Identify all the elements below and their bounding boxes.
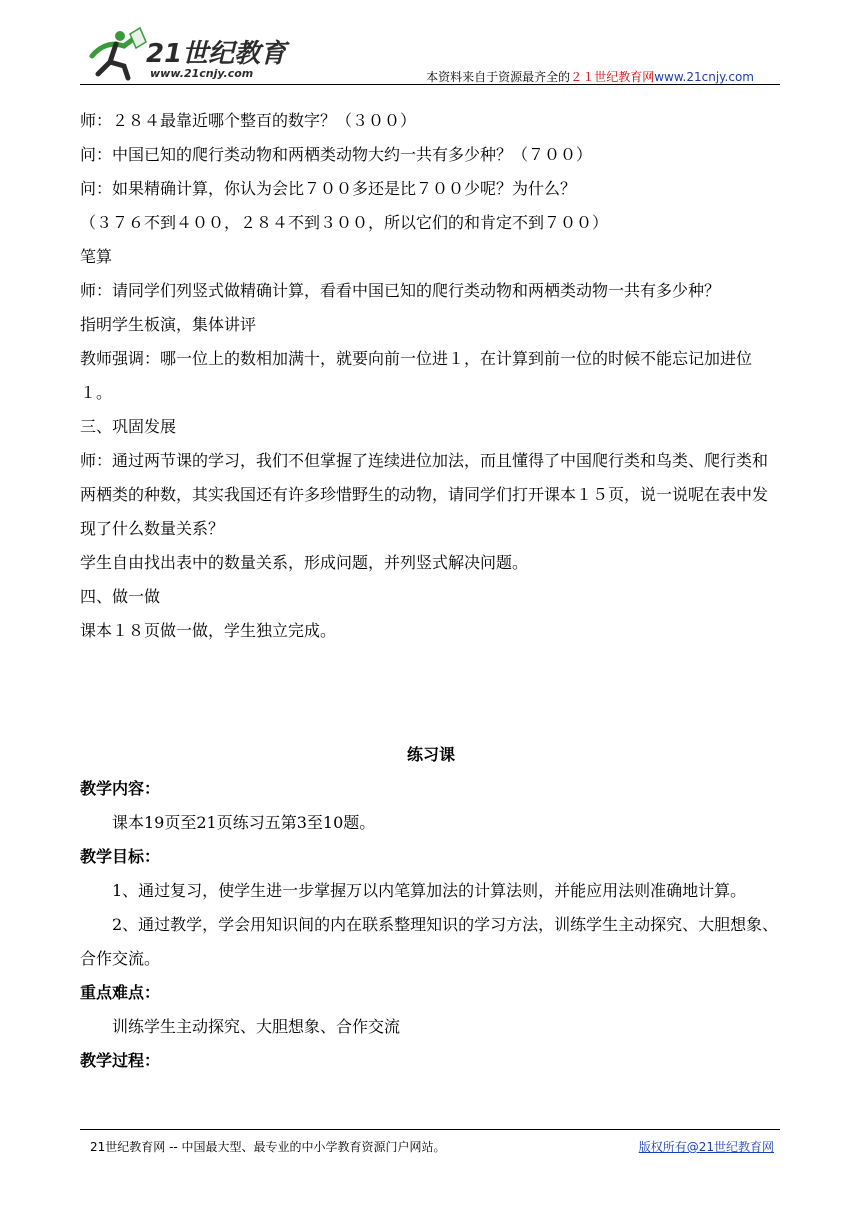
focus-text: 训练学生主动探究、大胆想象、合作交流 (112, 1017, 401, 1036)
header-note-brand: ２１世纪教育网 (570, 70, 655, 84)
section-heading: 四、做一做 (80, 587, 161, 606)
spacer (80, 648, 782, 738)
text-line: 学生自由找出表中的数量关系，形成问题，并列竖式解决问题。 (80, 553, 529, 572)
header-divider (80, 84, 780, 85)
site-logo (80, 22, 290, 84)
text-line: 问：中国已知的爬行类动物和两栖类动物大约一共有多少种？（７００） (80, 145, 593, 164)
header-note-prefix: 本资料来自于资源最齐全的 (426, 70, 571, 84)
footer-divider (80, 1129, 780, 1130)
process-heading: 教学过程： (80, 1051, 161, 1070)
text-line: 课本１８页做一做，学生独立完成。 (80, 621, 337, 640)
focus-heading: 重点难点： (80, 983, 161, 1002)
text-line: 指明学生板演，集体讲评 (80, 315, 257, 334)
page-header (80, 22, 780, 84)
goal-item: 1、通过复习，使学生进一步掌握万以内笔算加法的计算法则，并能应用法则准确地计算。 (112, 881, 747, 900)
lesson-title: 练习课 (406, 745, 455, 764)
goal-item: 2、通过教学，学会用知识间的内在联系整理知识的学习方法，训练学生主动探究、大胆想象、合作交流。 (80, 915, 779, 968)
section-heading: 三、巩固发展 (80, 417, 177, 436)
footer-copyright-link[interactable]: 版权所有@21世纪教育网 (638, 1140, 774, 1154)
header-source-note (426, 68, 754, 85)
document-body (80, 104, 782, 1078)
content-heading: 教学内容： (80, 779, 161, 798)
goals-heading: 教学目标： (80, 847, 161, 866)
text-line: 问：如果精确计算，你认为会比７００多还是比７００少呢？为什么？ (80, 179, 577, 198)
text-line: （３７６不到４００，２８４不到３００，所以它们的和肯定不到７００） (80, 213, 609, 232)
svg-text:www.21cnjy.com: www.21cnjy.com (150, 67, 254, 80)
footer-description: 21世纪教育网 -- 中国最大型、最专业的中小学教育资源门户网站。 (90, 1140, 446, 1154)
svg-text:21世纪教育: 21世纪教育 (146, 39, 287, 69)
text-line: 笔算 (80, 247, 113, 266)
text-line: 师：２８４最靠近哪个整百的数字？（３００） (80, 111, 417, 130)
content-text: 课本19页至21页练习五第3至10题。 (112, 813, 376, 832)
header-note-site[interactable]: www.21cnjy.com (654, 70, 754, 84)
text-line: 师：请同学们列竖式做精确计算，看看中国已知的爬行类动物和两栖类动物一共有多少种？ (80, 281, 721, 300)
text-line: 教师强调：哪一位上的数相加满十，就要向前一位进１，在计算到前一位的时候不能忘记加进位１。 (80, 349, 753, 402)
text-line: 师：通过两节课的学习，我们不但掌握了连续进位加法，而且懂得了中国爬行类和鸟类、爬行类和两栖类的种数，其实我国还有许多珍惜野生的动物，请同学们打开课本１５页，说一说呢在表中发现了什么数量关系？ (80, 451, 769, 538)
